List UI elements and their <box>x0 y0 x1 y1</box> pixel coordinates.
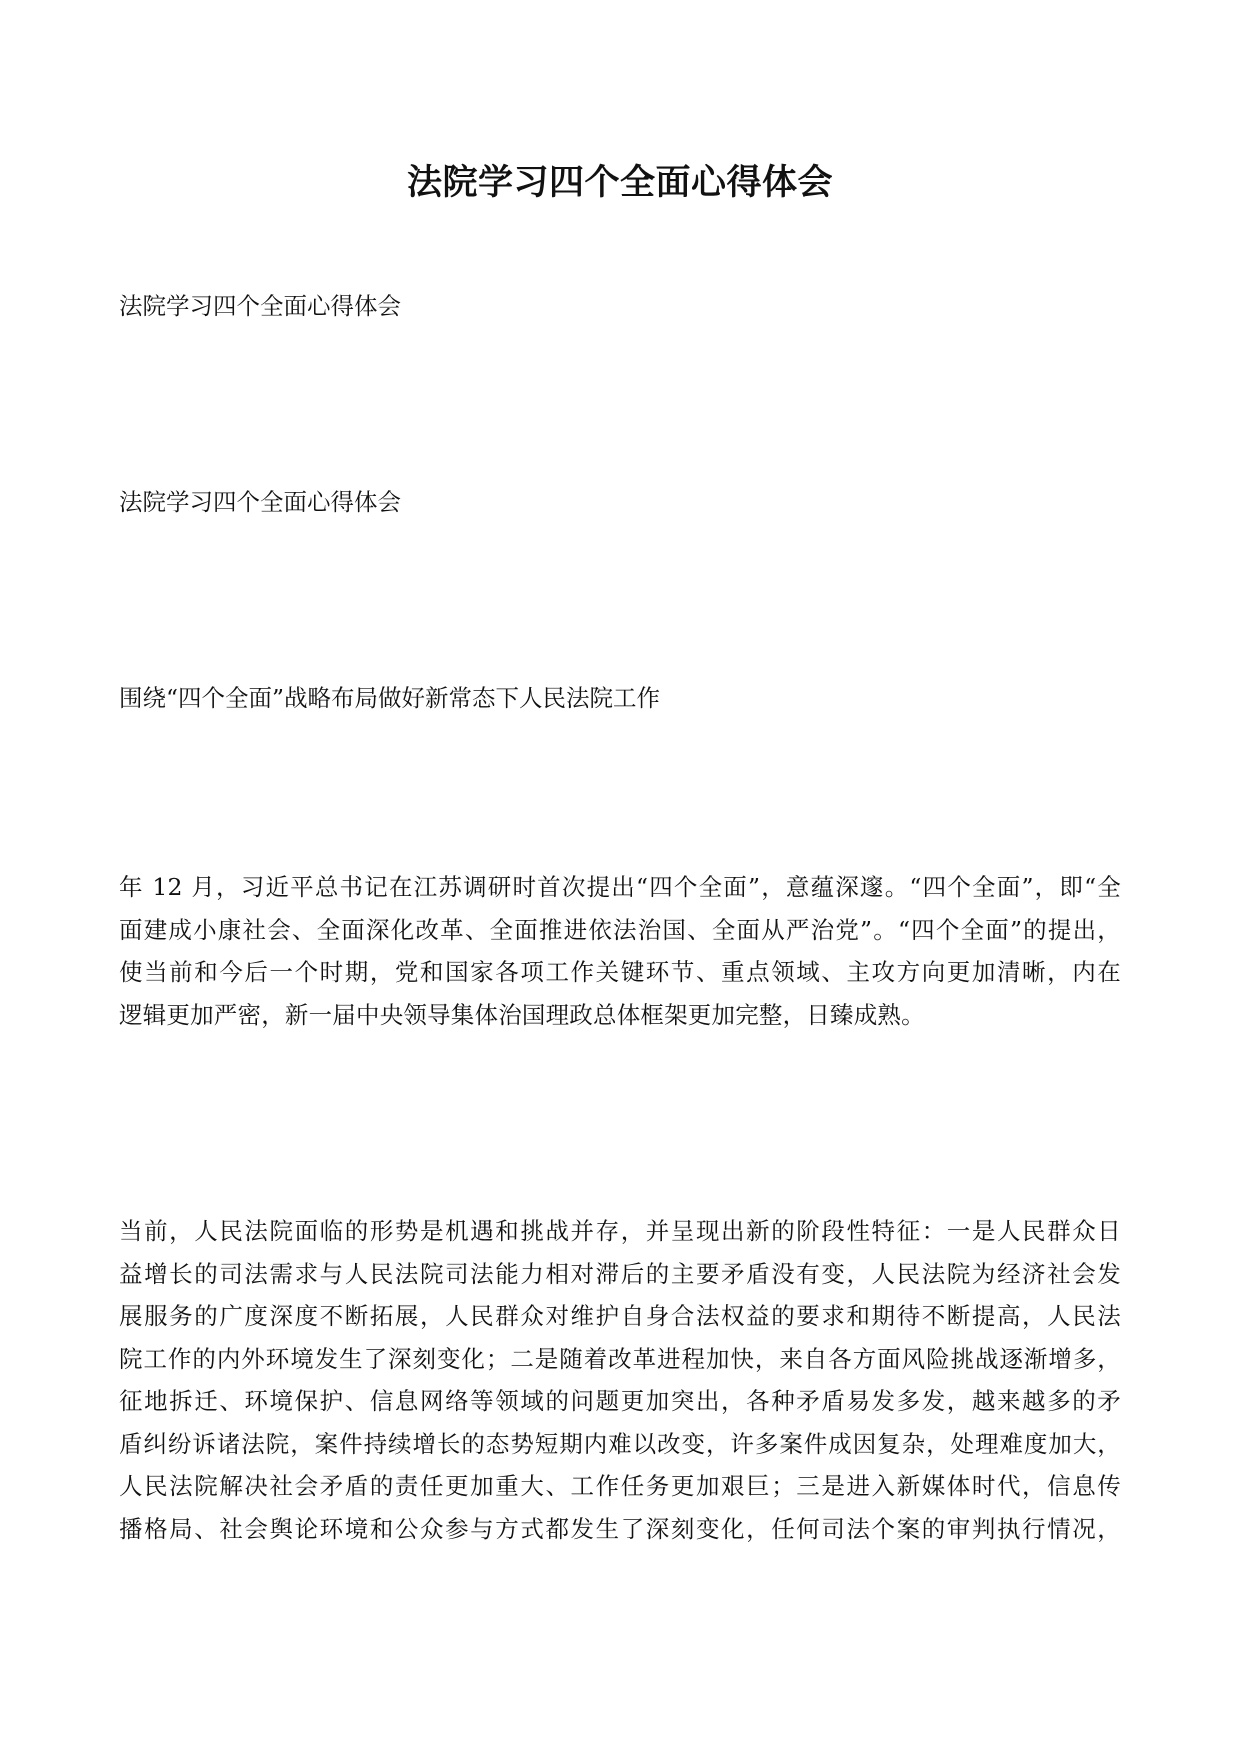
paragraph-2-line: 当前，人民法院面临的形势是机遇和挑战并存，并呈现出新的阶段性特征：一是人民群众日 <box>119 1217 1121 1245</box>
document-title: 法院学习四个全面心得体会 <box>406 162 833 203</box>
paragraph-2-line: 人民法院解决社会矛盾的责任更加重大、工作任务更加艰巨；三是进入新媒体时代，信息传 <box>119 1472 1121 1500</box>
paragraph-1-line: 使当前和今后一个时期，党和国家各项工作关键环节、重点领域、主攻方向更加清晰，内在 <box>119 958 1121 986</box>
paragraph-2-line: 院工作的内外环境发生了深刻变化；二是随着改革进程加快，来自各方面风险挑战逐渐增多， <box>119 1344 1121 1373</box>
paragraph-2-line: 益增长的司法需求与人民法院司法能力相对滞后的主要矛盾没有变，人民法院为经济社会发 <box>119 1259 1121 1288</box>
paragraph-1-line: 逻辑更加严密，新一届中央领导集体治国理政总体框架更加完整，日臻成熟。 <box>119 1000 925 1029</box>
paragraph-1 <box>119 866 1121 1036</box>
paragraph-1-line: 面建成小康社会、全面深化改革、全面推进依法治国、全面从严治党”。“四个全面”的提出， <box>119 915 1121 944</box>
subtitle-line-2: 法院学习四个全面心得体会 <box>119 488 401 516</box>
paragraph-2-line: 展服务的广度深度不断拓展，人民群众对维护自身合法权益的要求和期待不断提高，人民法 <box>119 1302 1121 1330</box>
paragraph-1-line: 年 12 月，习近平总书记在江苏调研时首次提出“四个全面”，意蕴深邃。“四个全面”，即“全 <box>119 873 1121 901</box>
paragraph-2-line: 播格局、社会舆论环境和公众参与方式都发生了深刻变化，任何司法个案的审判执行情况， <box>119 1514 1121 1543</box>
paragraph-2-line: 盾纠纷诉诸法院，案件持续增长的态势短期内难以改变，许多案件成因复杂，处理难度加大， <box>119 1429 1121 1458</box>
paragraph-2-line: 征地拆迁、环境保护、信息网络等领域的问题更加突出，各种矛盾易发多发，越来越多的矛 <box>119 1387 1121 1415</box>
paragraph-2 <box>119 1210 1121 1550</box>
section-heading: 围绕“四个全面”战略布局做好新常态下人民法院工作 <box>119 684 661 712</box>
subtitle-line-1: 法院学习四个全面心得体会 <box>119 292 401 320</box>
